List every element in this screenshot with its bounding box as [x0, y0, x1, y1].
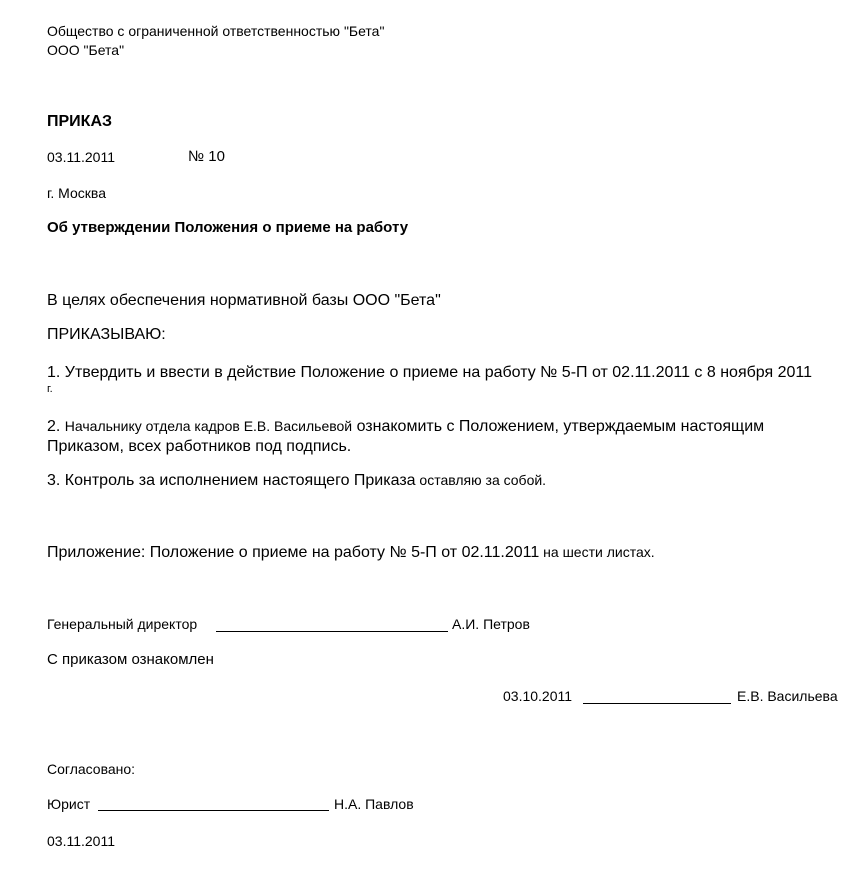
org-short-name: ООО "Бета" [47, 42, 125, 58]
lawyer-name: Н.А. Павлов [334, 796, 414, 812]
director-signature-line [216, 631, 448, 632]
item-2-number: 2. [47, 418, 65, 435]
org-full-name: Общество с ограниченной ответственностью "Бета" [47, 23, 385, 39]
acknowledged-name: Е.В. Васильева [737, 688, 838, 704]
order-city: г. Москва [47, 185, 106, 201]
item-3-text [47, 471, 546, 490]
acknowledged-signature-line [583, 703, 731, 704]
appendix-main: Приложение: Положение о приеме на работу № 5-П от 02.11.2011 [47, 544, 540, 561]
item-2-text [47, 417, 764, 436]
lawyer-signature-line [98, 810, 329, 811]
item-3-main: 3. Контроль за исполнением настоящего Приказа [47, 472, 416, 489]
appendix-tail: на шести листах. [539, 544, 655, 560]
lawyer-date: 03.11.2011 [47, 833, 115, 849]
acknowledged-date: 03.10.2011 [503, 688, 573, 704]
agreed-label: Согласовано: [47, 761, 136, 777]
order-date: 03.11.2011 [47, 149, 115, 165]
appendix-text [47, 543, 655, 562]
order-subject: Об утверждении Положения о приеме на работу [47, 219, 409, 236]
director-title: Генеральный директор [47, 616, 198, 632]
item-2-continuation: Приказом, всех работников под подпись. [47, 438, 352, 455]
preamble-text: В целях обеспечения нормативной базы ООО "Бета" [47, 292, 441, 309]
director-name: А.И. Петров [452, 616, 530, 632]
document-title: ПРИКАЗ [47, 113, 113, 130]
order-keyword: ПРИКАЗЫВАЮ: [47, 326, 166, 343]
order-number: № 10 [188, 148, 225, 165]
acknowledged-label: С приказом ознакомлен [47, 651, 214, 668]
lawyer-title: Юрист [47, 796, 91, 812]
item-2-instruction: ознакомить с Положением, утверждаемым настоящим [352, 418, 765, 435]
item-2-addressee: Начальнику отдела кадров Е.В. Васильевой [64, 418, 353, 434]
item-1-continuation: г. [47, 383, 53, 395]
item-3-tail: оставляю за собой. [415, 472, 547, 488]
item-1-text: 1. Утвердить и ввести в действие Положение о приеме на работу № 5-П от 02.11.2011 с 8 ноября 2011 [47, 364, 813, 381]
